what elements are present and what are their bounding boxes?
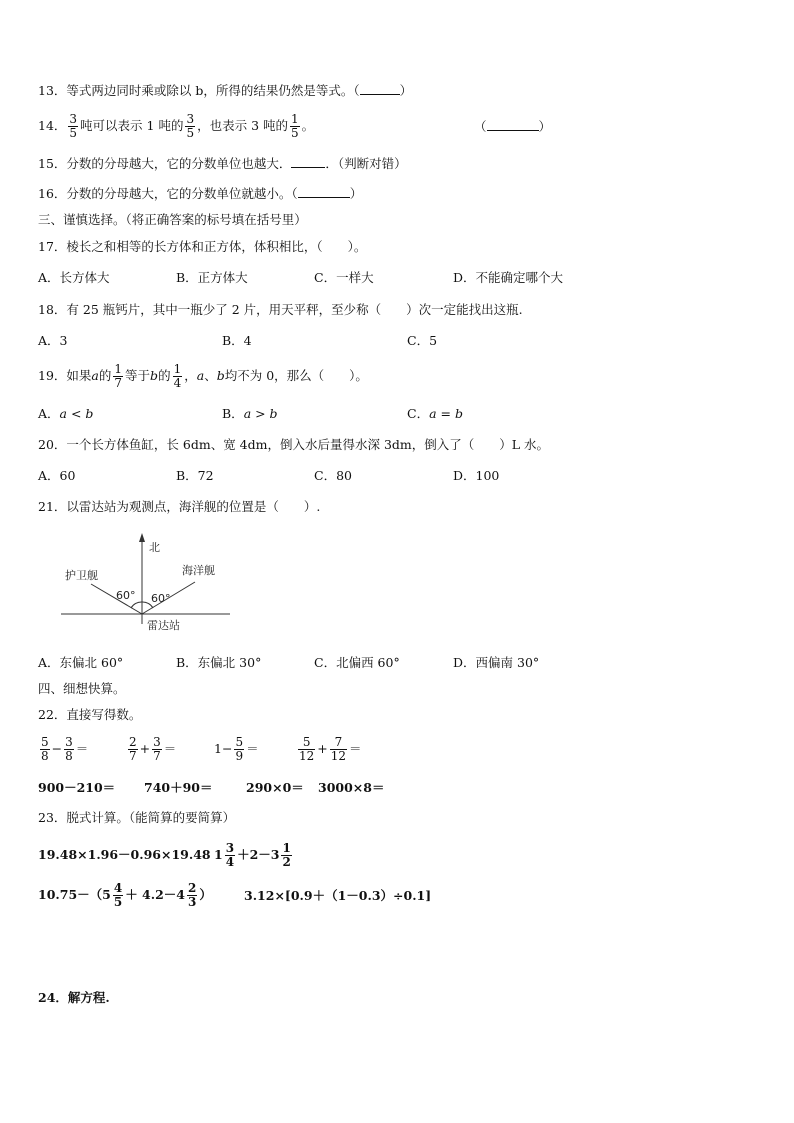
question-19: 19．如果a的 $\frac{1}{7}$ 等于b的 $\frac{1}{4}$ ，a、b均不为 0，那么（ ）。 (38, 362, 368, 390)
option-d[interactable]: D．100 (453, 468, 500, 483)
question-16: 16．分数的分母越大，它的分数单位就越小。（ ） (38, 186, 363, 201)
question-14: 14． $\frac{3}{5}$ 吨可以表示 1 吨的 $\frac{3}{5}$ ，也表示 3 吨的 $\frac{1}{5}$ 。 (38, 112, 315, 140)
question-22: 22．直接写得数。 (38, 707, 142, 722)
answer-blank[interactable] (360, 94, 400, 95)
option-c[interactable]: C．a = b (407, 406, 463, 421)
section-4-heading: 四、细想快算。 (38, 681, 126, 696)
question-20: 20．一个长方体鱼缸，长 6dm、宽 4dm，倒入水后量得水深 3dm，倒入了（ ）L 水。 (38, 437, 550, 452)
angle-arc-left (131, 602, 142, 608)
option-a[interactable]: A．3 (38, 333, 68, 348)
expr-3: 1− $\frac{5}{9}$ ＝ (214, 735, 259, 763)
option-b[interactable]: B．正方体大 (176, 270, 248, 285)
option-b[interactable]: B．东偏北 30° (176, 655, 262, 670)
option-d[interactable]: D．不能确定哪个大 (453, 270, 564, 285)
option-b[interactable]: B．a > b (222, 406, 278, 421)
calc-1: 900－210＝ (38, 780, 116, 795)
fraction: $\frac{1}{5}$ (291, 112, 299, 140)
question-21: 21．以雷达站为观测点，海洋舰的位置是（ ）. (38, 499, 321, 514)
calc-2: 740＋90＝ (144, 780, 213, 795)
station-label: 雷达站 (147, 619, 180, 632)
option-a[interactable]: A．东偏北 60° (38, 655, 124, 670)
angle-right-label: 60° (151, 592, 171, 605)
section-3-heading: 三、谨慎选择。（将正确答案的标号填在括号里） (38, 212, 307, 227)
option-a[interactable]: A．长方体大 (38, 270, 110, 285)
right-ship-label: 海洋舰 (182, 564, 215, 577)
question-23: 23．脱式计算。（能简算的要简算） (38, 810, 236, 825)
option-d[interactable]: D．西偏南 30° (453, 655, 540, 670)
north-label: 北 (149, 541, 160, 554)
question-number: 14． (38, 118, 67, 133)
fraction: $\frac{1}{4}$ (173, 362, 182, 390)
question-number: 16． (38, 186, 67, 201)
question-13: 13．等式两边同时乘或除以 b，所得的结果仍然是等式。（ ） (38, 83, 413, 98)
question-text: 等式两边同时乘或除以 b，所得的结果仍然是等式。 (66, 83, 354, 98)
option-c[interactable]: C．80 (314, 468, 352, 483)
question-24: 24．解方程. (38, 990, 110, 1005)
calc-step-3: 10.75－（5 $\frac{4}{5}$ ＋ 4.2－4 $\frac{2}{3}$ ） (38, 881, 212, 909)
option-b[interactable]: B．72 (176, 468, 214, 483)
answer-blank[interactable] (487, 130, 539, 131)
north-arrow-icon (139, 533, 145, 542)
left-ship-label: 护卫舰 (65, 569, 98, 582)
option-c[interactable]: C．一样大 (314, 270, 374, 285)
calc-3: 290×0＝ (246, 780, 304, 795)
question-18: 18．有 25 瓶钙片，其中一瓶少了 2 片，用天平秤，至少称（ ）次一定能找出这瓶. (38, 302, 523, 317)
question-17: 17．棱长之和相等的长方体和正方体，体积相比，（ ）。 (38, 239, 367, 254)
calc-4: 3000×8＝ (318, 780, 385, 795)
option-c[interactable]: C．北偏西 60° (314, 655, 400, 670)
option-a[interactable]: A．60 (38, 468, 76, 483)
expr-4: $\frac{5}{12}$ + $\frac{7}{12}$ ＝ (299, 735, 362, 763)
fraction: $\frac{3}{5}$ (69, 112, 78, 140)
fraction: $\frac{3}{5}$ (186, 112, 195, 140)
answer-blank[interactable] (291, 167, 325, 168)
option-c[interactable]: C．5 (407, 333, 438, 348)
option-a[interactable]: A．a < b (38, 406, 94, 421)
expr-1: $\frac{5}{8}$ − $\frac{3}{8}$ ＝ (41, 735, 89, 763)
angle-left-label: 60° (116, 589, 136, 602)
fraction: $\frac{1}{7}$ (114, 362, 123, 390)
radar-diagram (55, 532, 235, 636)
calc-step-4: 3.12×[0.9＋（1－0.3）÷0.1] (244, 888, 432, 903)
answer-blank[interactable] (298, 197, 350, 198)
question-15: 15．分数的分母越大，它的分数单位也越大． ．（判断对错） (38, 156, 407, 171)
option-b[interactable]: B．4 (222, 333, 252, 348)
calc-step-1: 19.48×1.96－0.96×19.48 (38, 847, 211, 862)
question-14-answer: （ ） (474, 119, 552, 134)
calc-step-2: 1 $\frac{3}{4}$ ＋2－3 $\frac{1}{2}$ (214, 841, 291, 869)
question-number: 13． (38, 83, 67, 98)
question-number: 15． (38, 156, 67, 171)
expr-2: $\frac{2}{7}$ + $\frac{3}{7}$ ＝ (129, 735, 177, 763)
